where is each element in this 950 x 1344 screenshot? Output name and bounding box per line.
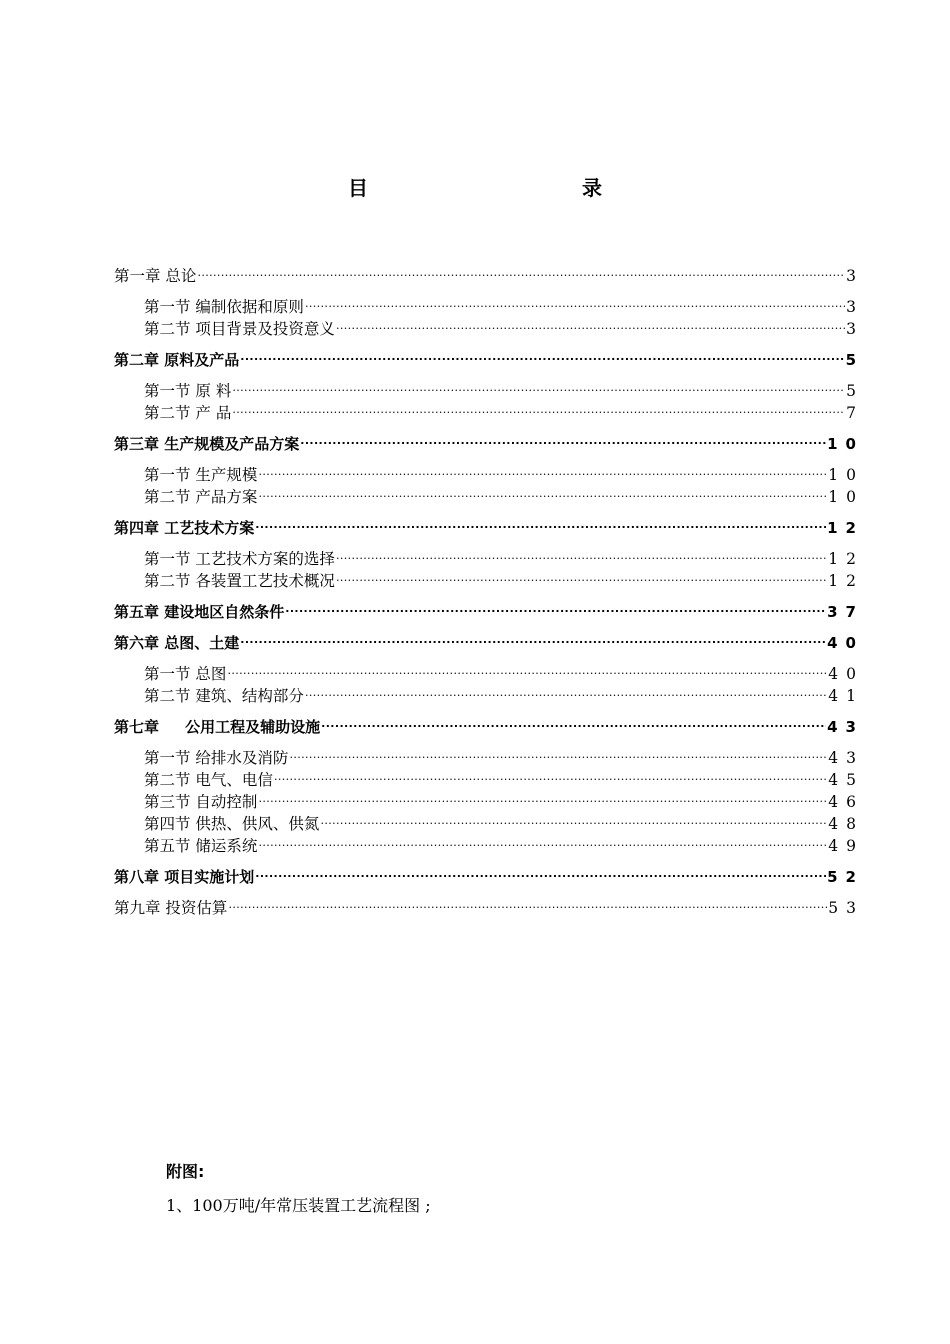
toc-section-4-1[interactable] (114, 542, 864, 568)
toc-entry-label: 第三节 自动控制 (144, 793, 258, 811)
toc-entry-label: 第二节 产 品 (144, 404, 232, 422)
toc-page-number: 3 (846, 298, 864, 316)
toc-leader-dots (240, 626, 826, 648)
toc-leader-dots (197, 259, 845, 281)
toc-entry-label: 第二节 电气、电信 (144, 771, 273, 789)
appendix-figures (166, 1158, 431, 1218)
toc-page-number: 3 (846, 320, 864, 338)
toc-entry-label: 第五节 储运系统 (144, 837, 258, 855)
toc-page-number: 7 (846, 404, 864, 422)
toc-leader-dots (232, 396, 845, 418)
toc-entry-label: 第一节 编制依据和原则 (144, 298, 304, 316)
toc-chapter-7[interactable] (114, 710, 864, 736)
toc-chapter-9[interactable] (114, 891, 864, 917)
toc-leader-dots (228, 891, 827, 913)
toc-entry-label: 第一节 原 料 (144, 382, 232, 400)
toc-leader-dots (255, 860, 826, 882)
toc-entry-label: 第一节 总图 (144, 665, 227, 683)
table-of-contents (114, 259, 864, 917)
toc-entry-label: 第四节 供热、供风、供氮 (144, 815, 320, 833)
toc-entry-label: 第六章 总图、土建 (114, 634, 240, 652)
toc-entry-label: 第四章 工艺技术方案 (114, 519, 255, 537)
toc-page-number: 53 (828, 899, 864, 917)
toc-leader-dots (285, 595, 826, 617)
toc-leader-dots (274, 763, 827, 785)
toc-page-number: 48 (828, 815, 864, 833)
toc-page-number: 10 (828, 466, 864, 484)
toc-leader-dots (258, 785, 827, 807)
toc-chapter-8[interactable] (114, 860, 864, 886)
toc-page-number: 43 (828, 749, 864, 767)
toc-page-number: 10 (827, 435, 864, 453)
toc-page-number: 5 (846, 382, 864, 400)
toc-page-number: 40 (828, 665, 864, 683)
toc-leader-dots (305, 290, 845, 312)
toc-entry-label: 第一节 给排水及消防 (144, 749, 289, 767)
toc-page-number: 52 (827, 868, 864, 886)
toc-page-number: 5 (845, 351, 864, 369)
toc-page-number: 49 (828, 837, 864, 855)
toc-chapter-6[interactable] (114, 626, 864, 652)
appendix-heading: 附图: (166, 1162, 205, 1181)
toc-leader-dots (258, 829, 827, 851)
toc-chapter-1[interactable] (114, 259, 864, 285)
toc-section-3-1[interactable] (114, 458, 864, 484)
toc-page-number: 12 (828, 572, 864, 590)
appendix-item: 1、100万吨/年常压装置工艺流程图 ; (166, 1196, 431, 1215)
toc-leader-dots (255, 511, 826, 533)
toc-section-7-1[interactable] (114, 741, 864, 767)
toc-entry-label: 第三章 生产规模及产品方案 (114, 435, 300, 453)
toc-entry-label: 第一节 工艺技术方案的选择 (144, 550, 335, 568)
toc-page-number: 12 (827, 519, 864, 537)
toc-entry-label: 第二节 建筑、结构部分 (144, 687, 304, 705)
toc-leader-dots (227, 657, 827, 679)
toc-entry-label: 第二节 产品方案 (144, 488, 258, 506)
toc-leader-dots (320, 807, 827, 829)
toc-leader-dots (300, 427, 826, 449)
toc-leader-dots (289, 741, 827, 763)
toc-page-number: 10 (828, 488, 864, 506)
toc-leader-dots (336, 542, 827, 564)
toc-leader-dots (336, 312, 845, 334)
toc-chapter-3[interactable] (114, 427, 864, 453)
page-title: 目 录 (348, 176, 660, 200)
toc-entry-label: 第一节 生产规模 (144, 466, 258, 484)
toc-page-number: 45 (828, 771, 864, 789)
toc-entry-label: 第七章 公用工程及辅助设施 (114, 718, 321, 736)
toc-page-number: 46 (828, 793, 864, 811)
toc-page-number: 3 (846, 267, 864, 285)
toc-leader-dots (336, 564, 827, 586)
toc-entry-label: 第一章 总论 (114, 267, 197, 285)
toc-page-number: 40 (827, 634, 864, 652)
toc-leader-dots (258, 480, 827, 502)
toc-chapter-4[interactable] (114, 511, 864, 537)
toc-entry-label: 第二节 各装置工艺技术概况 (144, 572, 335, 590)
toc-chapter-2[interactable] (114, 343, 864, 369)
toc-section-2-1[interactable] (114, 374, 864, 400)
toc-leader-dots (305, 679, 827, 701)
toc-entry-label: 第二章 原料及产品 (114, 351, 240, 369)
toc-entry-label: 第五章 建设地区自然条件 (114, 603, 285, 621)
toc-page-number: 12 (828, 550, 864, 568)
toc-leader-dots (321, 710, 826, 732)
toc-page-number: 41 (828, 687, 864, 705)
toc-page-number: 37 (827, 603, 864, 621)
toc-section-6-1[interactable] (114, 657, 864, 683)
toc-leader-dots (232, 374, 845, 396)
toc-entry-label: 第八章 项目实施计划 (114, 868, 255, 886)
toc-entry-label: 第二节 项目背景及投资意义 (144, 320, 335, 338)
toc-section-1-1[interactable] (114, 290, 864, 316)
toc-entry-label: 第九章 投资估算 (114, 899, 228, 917)
toc-page-number: 43 (827, 718, 864, 736)
toc-chapter-5[interactable] (114, 595, 864, 621)
toc-leader-dots (240, 343, 844, 365)
toc-leader-dots (258, 458, 827, 480)
